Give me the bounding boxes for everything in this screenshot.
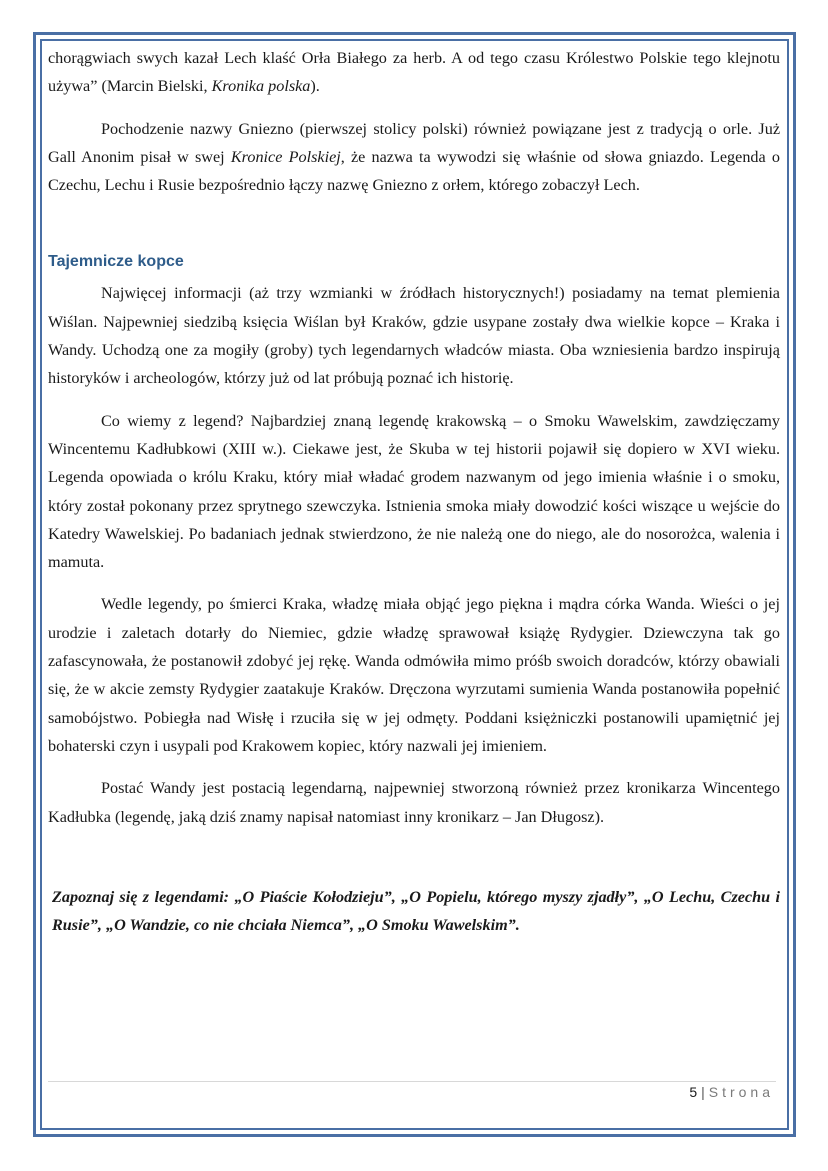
paragraph-bielski-quote <box>48 44 780 101</box>
paragraph-gniezno <box>48 115 780 200</box>
book-title: Kronika polska <box>211 77 311 96</box>
page-content <box>48 44 780 939</box>
page-number: 5 <box>689 1084 698 1100</box>
paragraph-wanda: Wedle legendy, po śmierci Kraka, władzę miała objąć jego piękna i mądra córka Wanda. Wieści o jej urodzie i zaletach dotarły do Niemiec, gdzie władzę sprawował książę Rydygier. Dziewczyna tak go zafascynowała, że postanowił zdobyć jej rękę. Wanda odmówiła mimo próśb swoich doradców, którzy obawiali się, że w akcie zemsty Rydygier zaatakuje Kraków. Dręczona wyrzutami sumienia Wanda postanowiła popełnić samobójstwo. Pobiegła nad Wisłę i rzuciła się w jej odmęty. Poddani księżniczki postanowili upamiętnić jej bohaterski czyn i usypali pod Krakowem kopiec, który nazwali jej imieniem. <box>48 595 780 755</box>
paragraph-wanda-kadlubek: Postać Wandy jest postacią legendarną, najpewniej stworzoną również przez kronikarza Wincentego Kadłubka (legendę, jaką dziś znamy napisał natomiast inny kronikarz – Jan Długosz). <box>48 779 780 826</box>
section-heading: Tajemnicze kopce <box>48 253 184 271</box>
paragraph-text: ). <box>310 77 320 96</box>
page-footer <box>689 1084 774 1100</box>
footer-separator: | <box>701 1084 705 1100</box>
paragraph-text: chorągwiach swych kazał Lech klaść Orła Białego za herb. A od tego czasu Królestwo Polskie tego klejnotu używa” (Marcin Bielski, <box>48 49 780 96</box>
page-label: Strona <box>708 1084 774 1100</box>
paragraph-wislanie: Najwięcej informacji (aż trzy wzmianki w źródłach historycznych!) posiadamy na temat plemienia Wiślan. Najpewniej siedzibą księcia Wiślan był Kraków, gdzie usypane zostały dwa wielkie kopce – Kraka i Wandy. Uchodzą one za mogiły (groby) tych legendarnych władców miasta. Oba wzniesienia bardzo inspirują historyków i archeologów, którzy już od lat próbują poznać ich historię. <box>48 284 780 388</box>
footer-divider <box>48 1081 776 1082</box>
paragraph-text: Pochodzenie nazwy Gniezno (pierwszej stolicy polski) również powiązane jest z tradycją o orle. Już Gall Anonim pisał w swej <box>48 119 780 166</box>
book-title: Kronice Polskiej <box>230 147 341 166</box>
paragraph-smok-wawelski: Co wiemy z legend? Najbardziej znaną legendę krakowską – o Smoku Wawelskim, zawdzięczamy Wincentemu Kadłubkowi (XIII w.). Ciekawe jest, że Skuba w tej historii pojawił się dopiero w XVI wieku. Legenda opowiada o królu Kraku, który miał władać grodem nazwanym od jego imienia właśnie i o smoku, który został pokonany przez sprytnego szewczyka. Istnienia smoka miały dowodzić kości wiszące u wejście do Katedry Wawelskiej. Po badaniach jednak stwierdzono, że nie należą one do niego, ale do nosorożca, walenia i mamuta. <box>48 411 780 572</box>
paragraph-text: , że nazwa ta wywodzi się właśnie od słowa gniazdo. Legenda o Czechu, Lechu i Rusie bezpośrednio łączy nazwę Gniezno z orłem, którego zobaczył Lech. <box>48 147 780 195</box>
legends-assignment-note: Zapoznaj się z legendami: „O Piaście Kołodzieju”, „O Popielu, którego myszy zjadły”, „O Lechu, Czechu i Rusie”, „O Wandzie, co nie chciała Niemca”, „O Smoku Wawelskim”. <box>52 887 780 935</box>
